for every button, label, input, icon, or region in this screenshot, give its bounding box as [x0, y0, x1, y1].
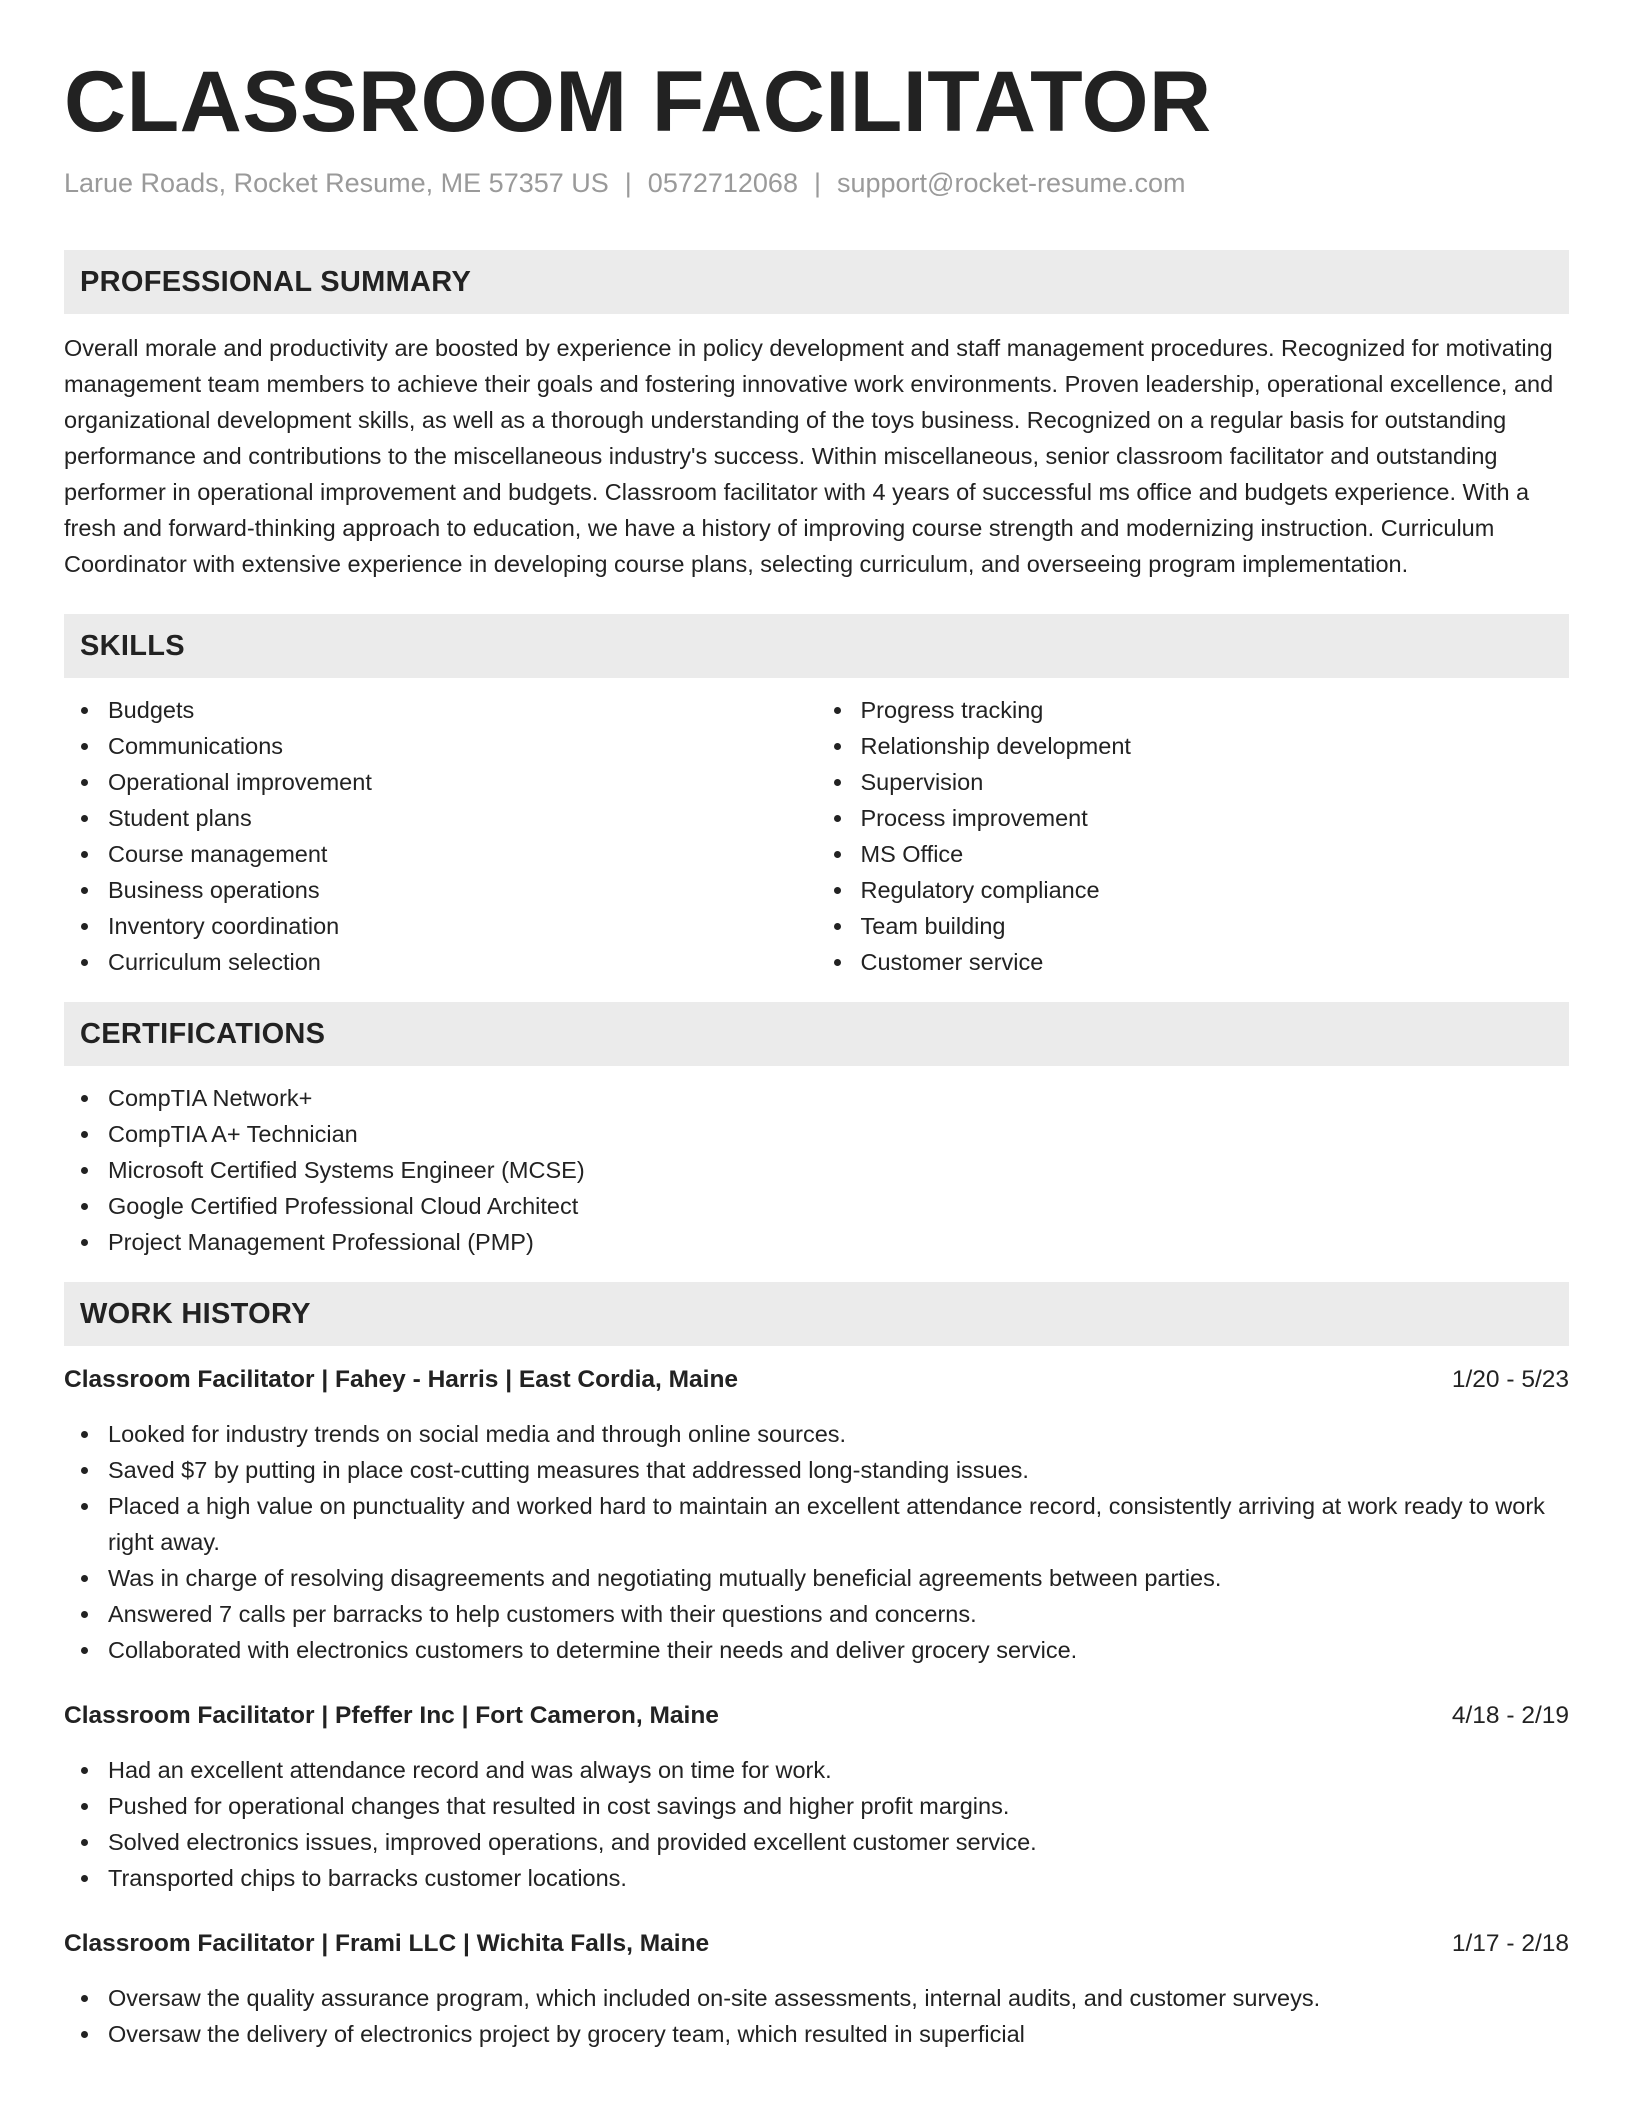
certification-item: Google Certified Professional Cloud Architect: [108, 1188, 1569, 1224]
job-title: Classroom Facilitator | Frami LLC | Wichita Falls, Maine: [64, 1930, 710, 1957]
skill-item: Budgets: [108, 692, 817, 728]
job-bullet: Solved electronics issues, improved operations, and provided excellent customer service.: [108, 1824, 1569, 1860]
job-bullet: Saved $7 by putting in place cost-cutting measures that addressed long-standing issues.: [108, 1452, 1569, 1488]
skill-item: Team building: [861, 908, 1570, 944]
contact-separator: |: [624, 168, 632, 198]
job-bullet: Collaborated with electronics customers to determine their needs and deliver grocery service.: [108, 1632, 1569, 1668]
skill-item: Operational improvement: [108, 764, 817, 800]
job-entry: [64, 1362, 1569, 1668]
skill-item: Process improvement: [861, 800, 1570, 836]
contact-email: support@rocket-resume.com: [836, 168, 1186, 198]
skill-item: Communications: [108, 728, 817, 764]
certification-item: CompTIA Network+: [108, 1080, 1569, 1116]
job-dates: 1/17 - 2/18: [1451, 1930, 1569, 1957]
job-entry: [64, 1698, 1569, 1896]
job-bullet: Placed a high value on punctuality and worked hard to maintain an excellent attendance record, consistently arriving at work ready to work right away.: [108, 1488, 1569, 1560]
job-dates: 1/20 - 5/23: [1451, 1366, 1569, 1393]
job-header: [64, 1698, 1569, 1734]
certifications-list: [64, 1080, 1569, 1260]
job-bullet: Looked for industry trends on social media and through online sources.: [108, 1416, 1569, 1452]
summary-heading: PROFESSIONAL SUMMARY: [64, 250, 1569, 314]
job-bullet: Was in charge of resolving disagreements and negotiating mutually beneficial agreements between parties.: [108, 1560, 1569, 1596]
contact-separator: |: [813, 168, 821, 198]
certifications-heading: CERTIFICATIONS: [64, 1002, 1569, 1066]
skills-heading: SKILLS: [64, 614, 1569, 678]
job-title: Classroom Facilitator | Fahey - Harris | East Cordia, Maine: [64, 1366, 739, 1393]
skill-item: Student plans: [108, 800, 817, 836]
contact-phone: 0572712068: [647, 168, 798, 198]
skills-list-left: [64, 692, 817, 980]
skill-item: Curriculum selection: [108, 944, 817, 980]
job-bullet: Oversaw the delivery of electronics project by grocery team, which resulted in superficial: [108, 2016, 1569, 2052]
job-title: Classroom Facilitator | Pfeffer Inc | Fort Cameron, Maine: [64, 1702, 719, 1729]
contact-line: [64, 166, 1569, 200]
contact-address: Larue Roads, Rocket Resume, ME 57357 US: [64, 168, 609, 198]
job-header: [64, 1362, 1569, 1398]
job-dates: 4/18 - 2/19: [1451, 1702, 1569, 1729]
skills-list-right: [817, 692, 1570, 980]
job-entry: [64, 1926, 1569, 2052]
skill-item: Progress tracking: [861, 692, 1570, 728]
skill-item: Relationship development: [861, 728, 1570, 764]
job-bullets: [64, 1416, 1569, 1668]
certification-item: CompTIA A+ Technician: [108, 1116, 1569, 1152]
skills-columns: [64, 692, 1569, 980]
job-bullet: Answered 7 calls per barracks to help customers with their questions and concerns.: [108, 1596, 1569, 1632]
job-bullet: Had an excellent attendance record and was always on time for work.: [108, 1752, 1569, 1788]
summary-text: Overall morale and productivity are boosted by experience in policy development and staff management procedures. Recognized for motivating management team members to achieve their goals and fostering innovative work environments. Proven leadership, operational excellence, and organizational development skills, as well as a thorough understanding of the toys business. Recognized on a regular basis for outstanding performance and contributions to the miscellaneous industry's success. Within miscellaneous, senior classroom facilitator and outstanding performer in operational improvement and budgets. Classroom facilitator with 4 years of successful ms office and budgets experience. With a fresh and forward-thinking approach to education, we have a history of improving course strength and modernizing instruction. Curriculum Coordinator with extensive experience in developing course plans, selecting curriculum, and overseeing program implementation.: [64, 335, 1554, 577]
certification-item: Project Management Professional (PMP): [108, 1224, 1569, 1260]
skill-item: Customer service: [861, 944, 1570, 980]
work-history-heading: WORK HISTORY: [64, 1282, 1569, 1346]
job-bullets: [64, 1752, 1569, 1896]
skill-item: Business operations: [108, 872, 817, 908]
job-bullet: Transported chips to barracks customer locations.: [108, 1860, 1569, 1896]
job-bullets: [64, 1980, 1569, 2052]
skill-item: Course management: [108, 836, 817, 872]
skill-item: MS Office: [861, 836, 1570, 872]
skill-item: Regulatory compliance: [861, 872, 1570, 908]
job-bullet: Oversaw the quality assurance program, which included on-site assessments, internal audits, and customer surveys.: [108, 1980, 1569, 2016]
job-bullet: Pushed for operational changes that resulted in cost savings and higher profit margins.: [108, 1788, 1569, 1824]
job-header: [64, 1926, 1569, 1962]
certification-item: Microsoft Certified Systems Engineer (MCSE): [108, 1152, 1569, 1188]
skill-item: Inventory coordination: [108, 908, 817, 944]
skill-item: Supervision: [861, 764, 1570, 800]
candidate-name: CLASSROOM FACILITATOR: [64, 54, 1212, 150]
